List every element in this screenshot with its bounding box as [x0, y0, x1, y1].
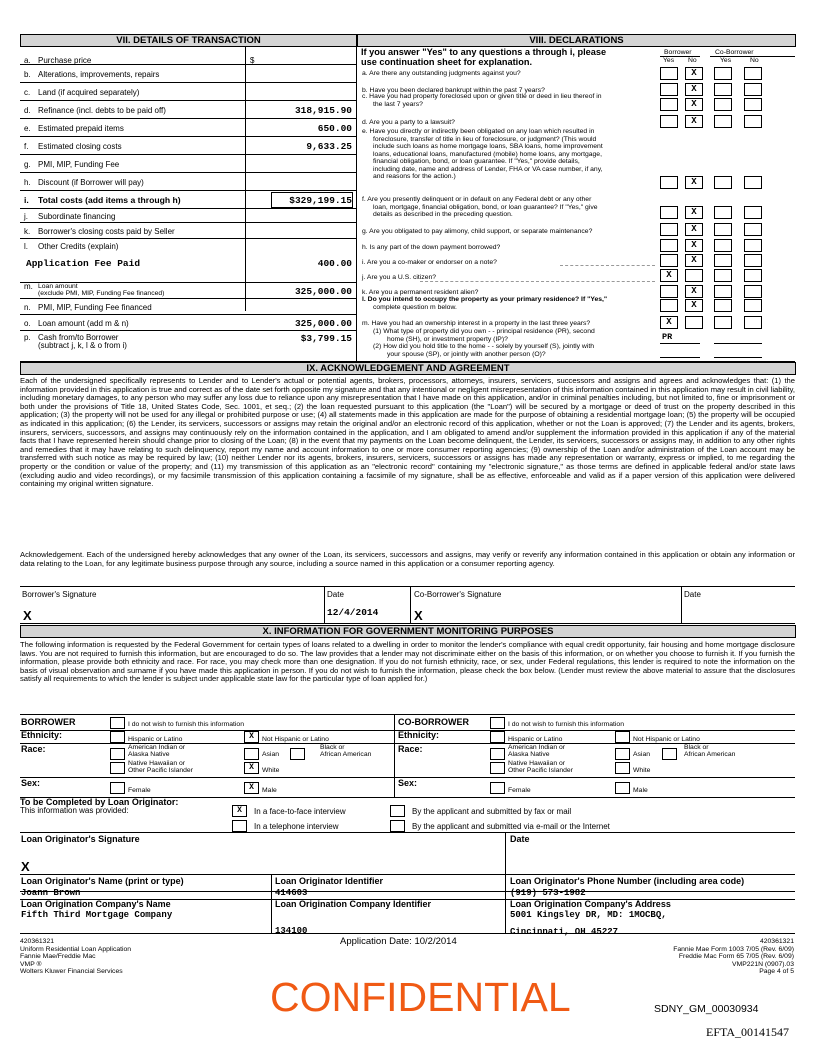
transaction-row: n. PMI, MIP, Funding Fee financed [20, 299, 356, 315]
transaction-row: a. Purchase price $ [20, 47, 356, 65]
borrower-not-hispanic-checkbox[interactable]: X [244, 731, 259, 743]
borrower-hispanic-checkbox[interactable] [110, 731, 125, 743]
total-costs-row: i. Total costs (add items a through h) $329,199.15 [20, 191, 356, 209]
checkbox-coborrower-yes[interactable] [714, 285, 732, 298]
borrower-white-checkbox[interactable]: X [244, 762, 259, 774]
question-b: b. Have you been declared bankrupt within the past 7 years? [362, 87, 545, 94]
checkbox-coborrower-yes[interactable] [714, 115, 732, 128]
checkbox-coborrower-yes[interactable] [714, 67, 732, 80]
telephone-label: In a telephone interview [254, 822, 339, 831]
borrower-male-checkbox[interactable]: X [244, 782, 259, 794]
question-i: i. Are you a co-maker or endorser on a note? [362, 259, 497, 266]
fax-mail-label: By the applicant and submitted by fax or mail [412, 807, 572, 816]
checkbox-coborrower-no[interactable] [744, 269, 762, 282]
question-h: h. Is any part of the down payment borrowed? [362, 244, 501, 251]
checkbox-coborrower-yes[interactable] [714, 269, 732, 282]
checkbox-borrower-yes[interactable]: X [660, 316, 678, 329]
checkbox-coborrower-no[interactable] [744, 98, 762, 111]
checkbox-coborrower-no[interactable] [744, 223, 762, 236]
question-c: c. Have you had property foreclosed upon or given title or deed in lieu thereof in the last 7 years? [362, 93, 602, 108]
checkbox-coborrower-yes[interactable] [714, 98, 732, 111]
checkbox-borrower-no[interactable]: X [685, 239, 703, 252]
borrower-signature-field[interactable]: X [23, 608, 32, 623]
company-name: Fifth Third Mortgage Company [21, 910, 173, 920]
loan-amount-row: m. Loan amount (exclude PMI, MIP, Funding Fee financed) 325,000.00 [20, 283, 356, 299]
signature-row: Borrower's Signature X Date 12/4/2014 Co-Borrower's Signature X Date [20, 586, 795, 624]
checkbox-borrower-no[interactable]: X [685, 206, 703, 219]
coborrower-male-checkbox[interactable] [615, 782, 630, 794]
borrower-female-checkbox[interactable] [110, 782, 125, 794]
checkbox-coborrower-no[interactable] [744, 285, 762, 298]
originator-title: To be Completed by Loan Originator: [20, 797, 179, 807]
other-credits-row: l. Other Credits (explain) Application Fee Paid 400.00 [20, 239, 356, 283]
borrower-col-label: Borrower [664, 49, 692, 56]
originator-id: 414603 [275, 888, 308, 898]
transaction-row: d. Refinance (incl. debts to be paid off) 318,915.90 [20, 101, 356, 119]
transaction-row: f. Estimated closing costs 9,633.25 [20, 137, 356, 155]
checkbox-borrower-no[interactable]: X [685, 67, 703, 80]
face-to-face-label: In a face-to-face interview [254, 807, 346, 816]
checkbox-coborrower-yes[interactable] [714, 206, 732, 219]
question-f: f. Are you presently delinquent or in default on any Federal debt or any other loan, mortgage, financial obligation, bond, or loan guarantee? If "Yes," give details as described in the preceding question. [362, 196, 598, 218]
originator-phone: (919) 573-1982 [510, 888, 586, 898]
transaction-row: h. Discount (if Borrower will pay) [20, 173, 356, 191]
checkbox-coborrower-no[interactable] [744, 67, 762, 80]
question-m2: (2) How did you hold title to the home - - solely by yourself (S), jointly with your spouse (SP), or jointly with another person (O)? [373, 343, 594, 358]
bates-number: SDNY_GM_00030934 [654, 1003, 759, 1015]
question-l: l. Do you intend to occupy the property as your primary residence? If "Yes," complete question m below. [362, 296, 608, 311]
checkbox-borrower-yes[interactable] [660, 239, 678, 252]
coborrower-not-hispanic-checkbox[interactable] [615, 731, 630, 743]
checkbox-coborrower-no[interactable] [744, 83, 762, 96]
checkbox-borrower-yes[interactable] [660, 285, 678, 298]
checkbox-coborrower-yes[interactable] [714, 223, 732, 236]
face-to-face-checkbox[interactable]: X [232, 805, 247, 817]
transaction-row: j. Subordinate financing [20, 209, 356, 223]
email-internet-checkbox[interactable] [390, 820, 405, 832]
section-ix-header: IX. ACKNOWLEDGEMENT AND AGREEMENT [20, 362, 796, 375]
question-g: g. Are you obligated to pay alimony, child support, or separate maintenance? [362, 228, 593, 235]
checkbox-coborrower-no[interactable] [744, 239, 762, 252]
checkbox-coborrower-yes[interactable] [714, 316, 732, 329]
originator-signature-field[interactable]: X [21, 859, 30, 874]
originator-subtitle: This information was provided: [20, 806, 129, 815]
email-internet-label: By the applicant and submitted via e-mail or the Internet [412, 822, 610, 831]
transaction-row: o. Loan amount (add m & n) 325,000.00 [20, 315, 356, 331]
checkbox-borrower-yes[interactable] [660, 299, 678, 312]
checkbox-borrower-no[interactable]: X [685, 223, 703, 236]
coborrower-black-checkbox[interactable] [662, 748, 677, 760]
acknowledgement-verify-text: Acknowledgement. Each of the undersigned hereby acknowledges that any owner of the Loan, its servicers, successors and assigns, may verify or reverify any information contained in this application or obtain any information or data relating to the Loan, for any legitimate business purpose through any source, including a source named in this application or a consumer reporting agency. [20, 550, 795, 568]
checkbox-borrower-yes[interactable] [660, 223, 678, 236]
yes-label: Yes [663, 57, 675, 64]
section-vii-header: VII. DETAILS OF TRANSACTION [20, 34, 357, 47]
question-m1: (1) What type of property did you own - - principal residence (PR), second home (SH), or investment property (IP)? [373, 328, 595, 343]
checkbox-borrower-yes[interactable] [660, 206, 678, 219]
footer-right: 420361321 Fannie Mae Form 1003 7/05 (Rev. 6/09) Freddie Mac Form 65 7/05 (Rev. 6/09) VMP221N (0907).03 Page 4 of 5 [673, 938, 794, 975]
originator-table: Loan Originator's Signature X Date Loan Originator's Name (print or type) Loan Originator Identifier Loan Originator's Phone Number (including area code) Joann Brown 414603 (919) 573-1982 Loan Origination Company's Name Loan Origination Company Identifier Loan Origination Company's Address Fifth Third Mortgage Company 134100 5001 Kingsley DR, MD: 1MOCBQ, Cincinnati, OH 45227 [20, 832, 795, 934]
checkbox-borrower-no[interactable]: X [685, 98, 703, 111]
checkbox-borrower-yes[interactable] [660, 98, 678, 111]
property-type-value: PR [662, 332, 673, 342]
checkbox-borrower-yes[interactable] [660, 83, 678, 96]
borrower-native-hawaiian-checkbox[interactable] [110, 762, 125, 774]
question-j: j. Are you a U.S. citizen? [362, 274, 437, 281]
transaction-row: e. Estimated prepaid items 650.00 [20, 119, 356, 137]
company-address-line1: 5001 Kingsley DR, MD: 1MOCBQ, [510, 910, 667, 920]
question-m: m. Have you had an ownership interest in a property in the last three years? [362, 320, 591, 327]
transaction-row: b. Alterations, improvements, repairs [20, 65, 356, 83]
checkbox-borrower-no[interactable] [685, 269, 703, 282]
borrower-no-furnish-checkbox[interactable] [110, 717, 125, 729]
checkbox-borrower-yes[interactable] [660, 67, 678, 80]
yes-label: Yes [720, 57, 732, 64]
question-d: d. Are you a party to a lawsuit? [362, 119, 455, 126]
transaction-row: c. Land (if acquired separately) [20, 83, 356, 101]
borrower-asian-checkbox[interactable] [244, 748, 259, 760]
checkbox-coborrower-no[interactable] [744, 176, 762, 189]
checkbox-borrower-no[interactable]: X [685, 115, 703, 128]
question-a: a. Are there any outstanding judgments against you? [362, 70, 521, 77]
confidential-watermark: CONFIDENTIAL [270, 974, 571, 1020]
fax-mail-checkbox[interactable] [390, 805, 405, 817]
checkbox-coborrower-yes[interactable] [714, 176, 732, 189]
monitoring-text: The following information is requested by the Federal Government for certain types of loans related to a dwelling in order to monitor the lender's compliance with equal credit opportunity, fair housing and home mortgage disclosure laws. You are not required to furnish this information, but are encouraged to do so. The law provides that a lender may not discriminate either on the basis of this information, or on whether you choose to furnish it. If you furnish the information, please provide both ethnicity and race. For race, you may check more than one designation. If you do not furnish ethnicity, race, or sex, under Federal regulations, this lender is required to note the information on the basis of visual observation and surname if you have made this application in person. If you do not wish to furnish the information, please check the box below. (Lender must review the above material to assure that the disclosures satisfy all requirements to which the lender is subject under applicable state law for the particular type of loan applied for.) [20, 640, 795, 684]
acknowledgement-text: Each of the undersigned specifically represents to Lender and to Lender's actual or potential agents, brokers, processors, attorneys, insurers, servicers, successors and assigns and agrees and acknowledges that: (1) the information provided in this application is true and correct as of the date set forth opposite my signature and that any intentional or negligent misrepresentation of this information contained in this application may result in civil liability, including monetary damages, to any person who may suffer any loss due to reliance upon any misrepresentation that I have made on this application, and/or in criminal penalties including, but not limited to, fine or imprisonment or both under the provisions of Title 18, United States Code, Sec. 1001, et seq.; (2) the loan requested pursuant to this application (the "Loan") will be secured by a mortgage or deed of trust on the property described in this application; (3) the property will not be used for any illegal or prohibited purpose or use; (4) all statements made in this application are made for the purpose of obtaining a residential mortgage loan; (5) the property will be occupied as indicated in this application; (6) the Lender, its servicers, successors or assigns may retain the original and/or an electronic record of this application, whether or not the Loan is approved; (7) the Lender and its agents, brokers, insurers, servicers, successors, and assigns may continuously rely on the information contained in the application, and I am obligated to amend and/or supplement the information provided in this application if any of the material facts that I have represented herein should change prior to closing of the Loan; (8) in the event that my payments on the Loan become delinquent, the Lender, its servicers, successors or assigns may, in addition to any other rights and remedies that it may have relating to such delinquency, report my name and account information to one or more consumer reporting agencies; (9) ownership of the Loan and/or administration of the Loan account may be transferred with such notice as may be required by law; (10) neither Lender nor its agents, brokers, insurers, servicers, successors or assigns has made any representation or warranty, express or implied, to me regarding the property or the condition or value of the property; and (11) my transmission of this application as an "electronic record" containing my "electronic signature," as those terms are defined in applicable federal and/or state laws (excluding audio and video recordings), or my facsimile transmission of this application containing a facsimile of my signature, shall be as effective, enforceable and valid as if a paper version of this application were delivered containing my original written signature. [20, 376, 795, 489]
transaction-row: k. Borrower's closing costs paid by Seller [20, 223, 356, 239]
coborrower-col-label: Co-Borrower [715, 49, 754, 56]
company-address-line2: Cincinnati, OH 45227 [510, 927, 619, 937]
checkbox-coborrower-no[interactable] [744, 115, 762, 128]
checkbox-borrower-no[interactable]: X [685, 83, 703, 96]
efta-number: EFTA_00141547 [706, 1025, 790, 1039]
coborrower-american-indian-checkbox[interactable] [490, 748, 505, 760]
checkbox-borrower-yes[interactable] [660, 254, 678, 267]
company-id: 134100 [275, 926, 308, 936]
coborrower-white-checkbox[interactable] [615, 762, 630, 774]
checkbox-borrower-yes[interactable] [660, 176, 678, 189]
monitoring-table: BORROWER I do not wish to furnish this information Ethnicity: Hispanic or Latino X Not Hispanic or Latino Race: American Indian or Alaska Native Asian Black or African American Native Hawaiian or Other Pacific Islander X White Sex: Female X Male CO-BORROWER I do not wish to furnish this information Ethnicity: Hispanic or Latino Not Hispanic or Latino Race: American Indian or Alaska Native Asian Black or African American Native Hawaiian or Other Pacific Islander White Sex: Female Male [20, 714, 795, 798]
checkbox-borrower-yes[interactable] [660, 115, 678, 128]
checkbox-coborrower-yes[interactable] [714, 83, 732, 96]
checkbox-borrower-no[interactable]: X [685, 176, 703, 189]
borrower-signature-date: 12/4/2014 [327, 607, 379, 618]
originator-name: Joann Brown [21, 888, 81, 898]
transaction-row: g. PMI, MIP, Funding Fee [20, 155, 356, 173]
checkbox-coborrower-yes[interactable] [714, 254, 732, 267]
coborrower-asian-checkbox[interactable] [615, 748, 630, 760]
checkbox-borrower-no[interactable] [685, 316, 703, 329]
section-viii-header: VIII. DECLARATIONS [357, 34, 796, 47]
footer-left: 420361321 Uniform Residential Loan Application Fannie Mae/Freddie Mac VMP ® Wolters Kluwer Financial Services [20, 938, 132, 975]
cash-from-to-row: p. Cash from/to Borrower (subtract j, k, l & o from i) $3,799.15 [24, 333, 352, 350]
checkbox-coborrower-no[interactable] [744, 299, 762, 312]
no-label: No [750, 57, 759, 64]
declarations-intro: If you answer "Yes" to any questions a through i, please use continuation sheet for explanation. [361, 47, 607, 67]
checkbox-coborrower-no[interactable] [744, 254, 762, 267]
checkbox-coborrower-yes[interactable] [714, 299, 732, 312]
checkbox-coborrower-no[interactable] [744, 316, 762, 329]
no-label: No [688, 57, 697, 64]
coborrower-no-furnish-checkbox[interactable] [490, 717, 505, 729]
application-date: Application Date: 10/2/2014 [340, 936, 457, 947]
question-k: k. Are you a permanent resident alien? [362, 289, 479, 296]
coborrower-signature-field[interactable]: X [414, 608, 423, 623]
checkbox-coborrower-no[interactable] [744, 206, 762, 219]
checkbox-borrower-no[interactable]: X [685, 254, 703, 267]
borrower-black-checkbox[interactable] [290, 748, 305, 760]
coborrower-native-hawaiian-checkbox[interactable] [490, 762, 505, 774]
checkbox-borrower-no[interactable]: X [685, 299, 703, 312]
borrower-american-indian-checkbox[interactable] [110, 748, 125, 760]
telephone-checkbox[interactable] [232, 820, 247, 832]
section-x-header: X. INFORMATION FOR GOVERNMENT MONITORING PURPOSES [20, 625, 796, 638]
coborrower-female-checkbox[interactable] [490, 782, 505, 794]
checkbox-borrower-no[interactable]: X [685, 285, 703, 298]
checkbox-coborrower-yes[interactable] [714, 239, 732, 252]
checkbox-borrower-yes[interactable]: X [660, 269, 678, 282]
question-e: e. Have you directly or indirectly been obligated on any loan which resulted in foreclosure, transfer of title in lieu of foreclosure, or judgment? (This would include such loans as home mortgage loans, SBA loans, home improvement loans, educational loans, manufactured (mobile) home loans, any mortgage, financial obligation, bond, or loan guarantee. If "Yes," provide details, including date, name and address of Lender, FHA or VA case number, if any, and reasons for the action.) [362, 128, 603, 180]
coborrower-hispanic-checkbox[interactable] [490, 731, 505, 743]
